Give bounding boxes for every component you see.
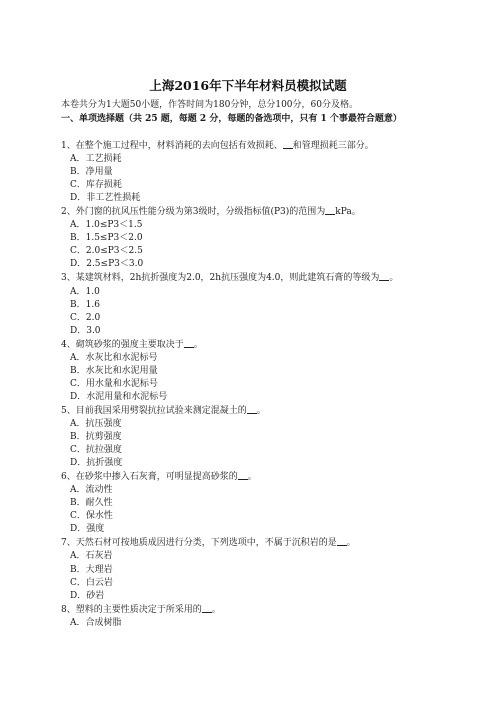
answer-option: D．抗折强度 [70,458,123,469]
answer-option: D．非工艺性损耗 [70,193,141,204]
answer-option: A．1.0≤P3＜1.5 [70,220,143,231]
question-text-end: 。 [346,538,356,549]
answer-option: C．抗拉强度 [70,445,122,456]
answer-option: D．水泥用量和水泥标号 [70,391,168,402]
answer-option: D．强度 [70,524,105,535]
question-stem [61,271,441,285]
answer-option: C．库存损耗 [70,180,122,191]
question-text-end: 和管理损耗三部分。 [292,141,374,151]
question-stem [61,338,441,352]
question-stem [61,536,441,550]
answer-option: D．砂岩 [70,590,105,601]
answer-blank [238,470,248,480]
answer-option: A．水灰比和水泥标号 [70,352,158,363]
answer-option: B．水灰比和水泥用量 [70,365,158,376]
question-block [61,404,441,470]
answer-option: C．2.0≤P3＜2.5 [70,246,143,257]
question-block [61,470,441,536]
answer-option: C．用水量和水泥标号 [70,378,158,389]
question-text: 8、塑料的主要性质决定于所采用的 [61,604,202,615]
question-stem [61,139,441,153]
question-stem [61,603,441,617]
answer-option: B．1.6 [70,299,100,310]
answer-option: B．1.5≤P3＜2.0 [70,233,143,244]
question-block [61,536,441,602]
section-heading: 一、单项选择题（共 25 题，每题 2 分，每题的备选项中，只有 1 个事最符合题意） [61,114,402,124]
answer-blank [379,271,389,281]
answer-option: A．石灰岩 [70,551,113,562]
question-block [61,603,441,630]
question-text-end: 。 [211,604,221,615]
answer-blank [337,536,347,546]
question-list [61,139,441,630]
answer-blank [247,404,257,414]
question-text: 1、在整个施工过程中，材料消耗的去向包括有效损耗、 [61,141,283,151]
question-text: 5、目前我国采用劈裂抗拉试验来测定混凝土的 [61,405,247,416]
question-text: 6、在砂浆中掺入石灰膏，可明显提高砂浆的 [61,472,238,483]
answer-blank [202,603,212,613]
answer-option: B．大理岩 [70,564,113,575]
question-text-end: 。 [193,339,203,350]
question-block [61,338,441,404]
answer-option: B．抗剪强度 [70,432,122,443]
answer-blank [325,205,335,215]
answer-option: A．工艺损耗 [70,154,122,165]
answer-option: C．白云岩 [70,577,113,588]
answer-blank [184,338,194,348]
question-text: 7、天然石材可按地质成因进行分类，下列选项中，不属于沉积岩的是 [61,538,337,549]
question-block [61,271,441,337]
answer-option: C．保水性 [70,511,113,522]
answer-option: C．2.0 [70,312,101,323]
answer-option: D．3.0 [70,325,101,336]
exam-intro: 本卷共分为1大题50小题，作答时间为180分钟，总分100分，60分及格。 [61,100,358,110]
question-text-end: 。 [256,405,266,416]
page-title: 上海2016年下半年材料员模拟试题 [149,78,347,93]
question-text: 3、某建筑材料，2h抗折强度为2.0，2h抗压强度为4.0，则此建筑石膏的等级为 [61,273,380,284]
question-text-end: 。 [389,273,399,284]
answer-option: D．2.5≤P3＜3.0 [70,259,144,270]
question-stem [61,470,441,484]
question-text: 2、外门窗的抗风压性能分级为第3级时，分级指标值(P3)的范围为 [61,207,326,218]
answer-option: A．流动性 [70,485,113,496]
answer-blank [283,139,293,149]
question-stem [61,205,441,219]
question-block [61,139,441,205]
answer-option: A．1.0 [70,286,100,297]
question-block [61,205,441,271]
answer-option: A．合成树脂 [70,617,122,628]
question-stem [61,404,441,418]
question-text-end: 。 [247,472,257,483]
answer-option: B．耐久性 [70,498,113,509]
question-text: 4、砌筑砂浆的强度主要取决于 [61,339,184,350]
answer-option: A．抗压强度 [70,418,122,429]
question-text-end: kPa。 [335,207,361,218]
answer-option: B．净用量 [70,167,113,178]
